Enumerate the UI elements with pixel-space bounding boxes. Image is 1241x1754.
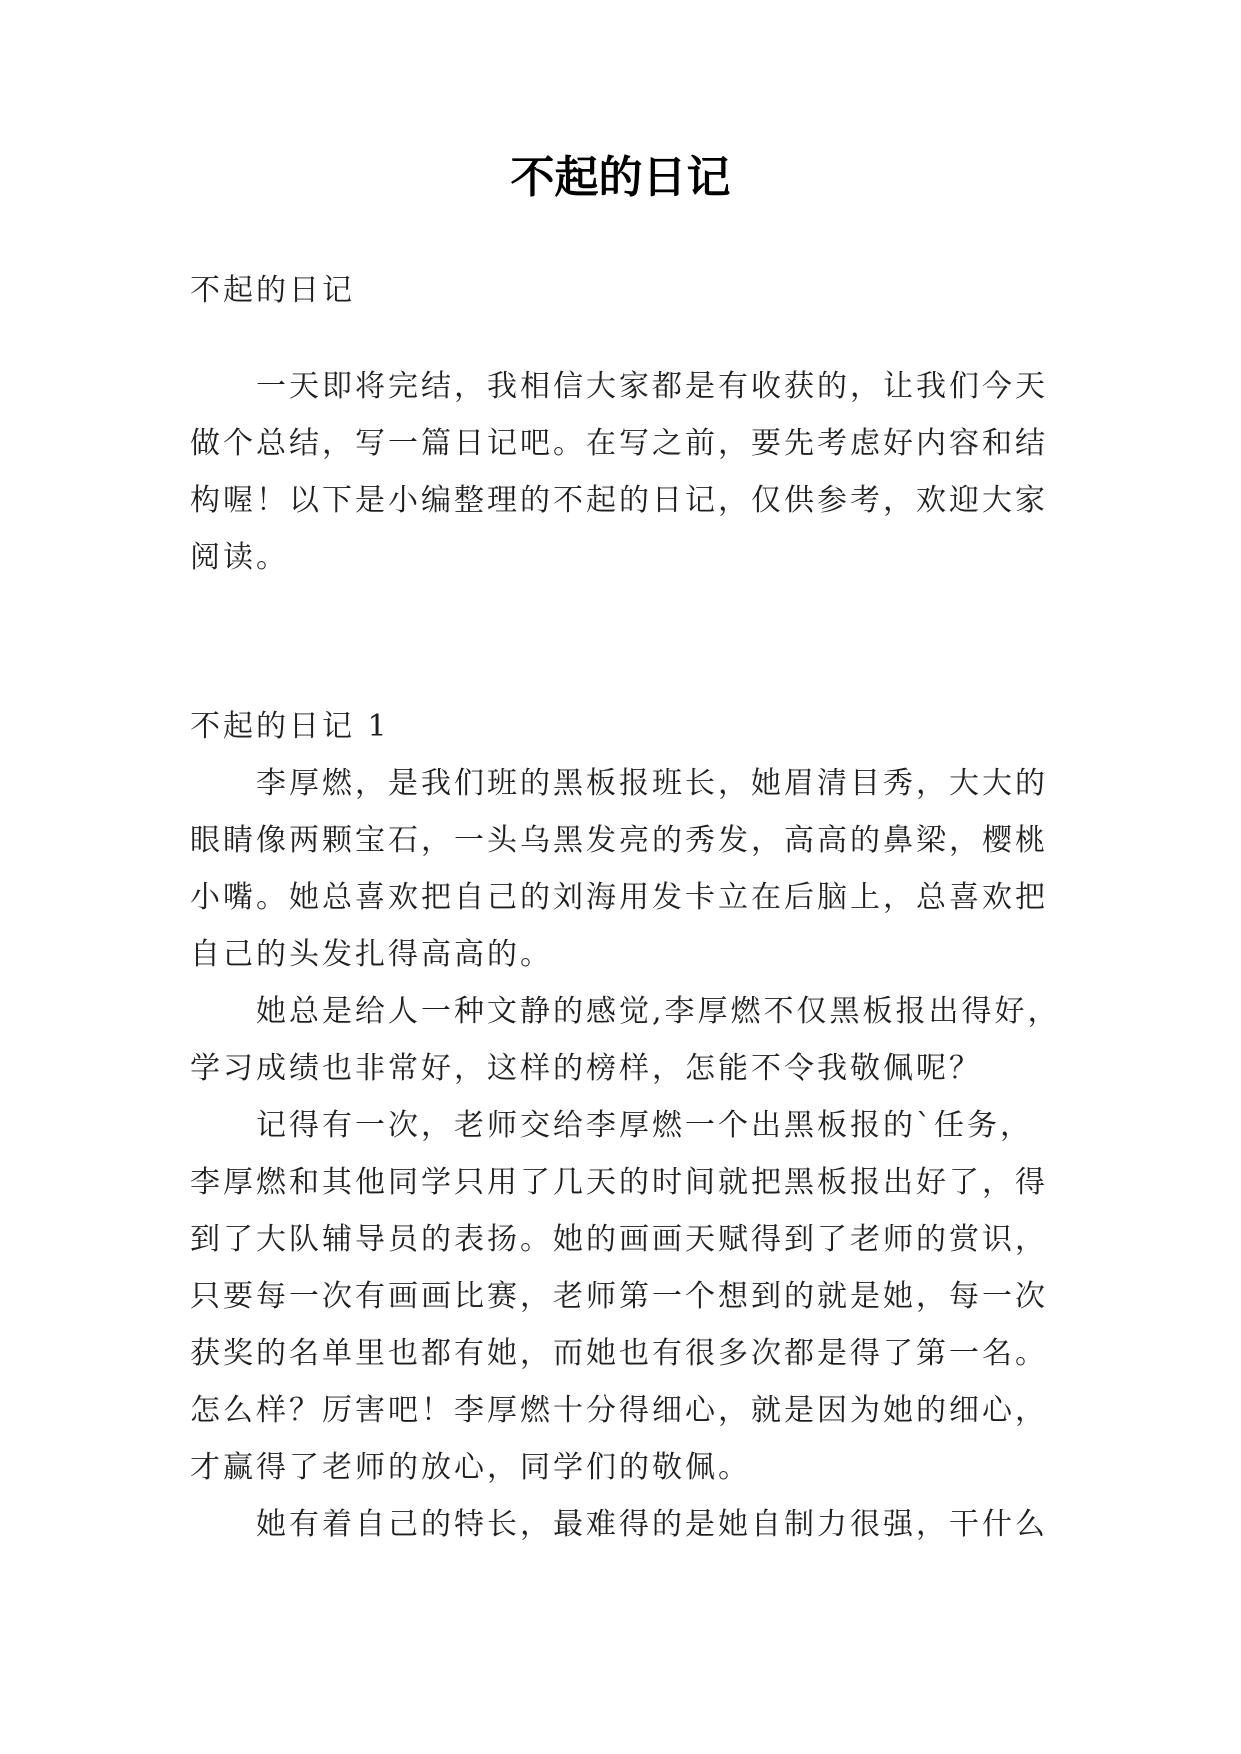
paragraph-line: 只要每一次有画画比赛，老师第一个想到的就是她，每一次 bbox=[190, 1279, 1048, 1314]
paragraph-line: 自己的头发扎得高高的。 bbox=[190, 937, 553, 972]
intro-line: 做个总结，写一篇日记吧。在写之前，要先考虑好内容和结 bbox=[190, 426, 1048, 461]
paragraph-3 bbox=[190, 1097, 1070, 1496]
paragraph-4 bbox=[190, 1496, 1070, 1553]
paragraph-line: 她有着自己的特长，最难得的是她自制力很强，干什么 bbox=[256, 1507, 1048, 1542]
paragraph-line: 获奖的名单里也都有她，而她也有很多次都是得了第一名。 bbox=[190, 1336, 1048, 1371]
paragraph-line: 李厚燃，是我们班的黑板报班长，她眉清目秀，大大的 bbox=[256, 766, 1048, 801]
section-heading bbox=[190, 698, 1070, 755]
paragraph-line: 学习成绩也非常好，这样的榜样，怎能不令我敬佩呢？ bbox=[190, 1051, 982, 1086]
paragraph-line: 她总是给人一种文静的感觉,李厚燃不仅黑板报出得好， bbox=[256, 994, 1061, 1029]
paragraph-line: 李厚燃和其他同学只用了几天的时间就把黑板报出好了，得 bbox=[190, 1165, 1048, 1200]
intro-line: 一天即将完结，我相信大家都是有收获的，让我们今天 bbox=[256, 369, 1048, 404]
intro-line: 构喔！以下是小编整理的不起的日记，仅供参考，欢迎大家 bbox=[190, 483, 1048, 518]
paragraph-1 bbox=[190, 755, 1070, 983]
paragraph-line: 眼睛像两颗宝石，一头乌黑发亮的秀发，高高的鼻梁，樱桃 bbox=[190, 823, 1048, 858]
paragraph-line: 记得有一次，老师交给李厚燃一个出黑板报的`任务， bbox=[256, 1108, 1033, 1143]
paragraph-line: 小嘴。她总喜欢把自己的刘海用发卡立在后脑上，总喜欢把 bbox=[190, 880, 1048, 915]
paragraph-line: 怎么样？厉害吧！李厚燃十分得细心，就是因为她的细心， bbox=[190, 1393, 1048, 1428]
paragraph-line: 到了大队辅导员的表扬。她的画画天赋得到了老师的赏识， bbox=[190, 1222, 1048, 1257]
paragraph-2 bbox=[190, 983, 1070, 1097]
intro-paragraph bbox=[190, 358, 1070, 586]
section-heading-text: 不起的日记 1 bbox=[190, 709, 390, 744]
document-subtitle bbox=[190, 262, 1070, 319]
paragraph-line: 才赢得了老师的放心，同学们的敬佩。 bbox=[190, 1450, 751, 1485]
document-title: 不起的日记 bbox=[510, 152, 731, 203]
subtitle-line: 不起的日记 bbox=[190, 273, 355, 308]
intro-line: 阅读。 bbox=[190, 540, 289, 575]
